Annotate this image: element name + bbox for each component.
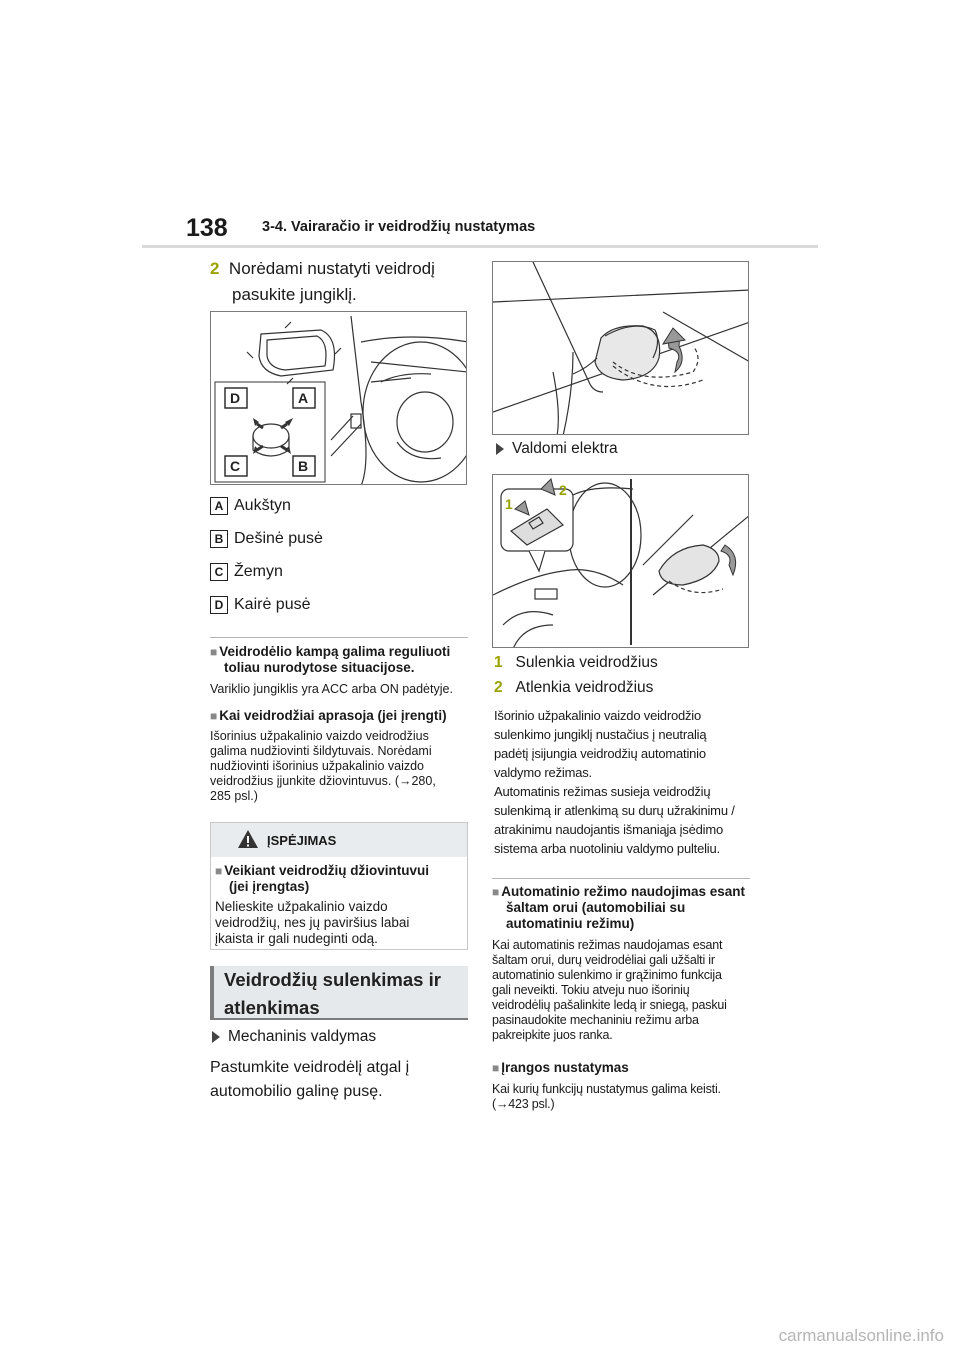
warning-title-line: (jei įrengtas) [229, 879, 310, 894]
legend-item [210, 593, 323, 617]
note-body-line: 285 psl.) [210, 789, 258, 803]
mechanical-operation-text [210, 1056, 468, 1104]
auto-mode-text [494, 706, 754, 858]
note-customization [492, 1060, 754, 1112]
body-line: sulenkimo jungiklį nustačius į neutralią [494, 727, 707, 742]
mirror-adjust-illustration [211, 312, 467, 485]
body-line: sulenkimą ir atlenkimą su durų užrakinimu / [494, 803, 735, 818]
note-body-line: šaltam orui, durų veidrodėliai gali užšalti ir [492, 953, 715, 967]
mirror-fold-manual-figure [492, 261, 749, 435]
square-bullet-icon: ■ [210, 709, 218, 723]
note-mirror-defog [210, 708, 468, 804]
warning-header [211, 823, 467, 857]
body-line: valdymo režimas. [494, 765, 592, 780]
body-line: Pastumkite veidrodėlį atgal į [210, 1059, 410, 1076]
note-title-line: toliau nurodytose situacijose. [224, 660, 415, 675]
legend-key: A [210, 497, 228, 515]
body-line: Automatinis režimas susieja veidrodžių [494, 784, 711, 799]
unfold-item [494, 679, 653, 697]
item-label: Valdomi elektra [512, 440, 618, 457]
chapter-title: 3-4. Vairaračio ir veidrodžių nustatymas [262, 219, 536, 235]
note-body-line: Išorinius užpakalinio vaizdo veidrodžius [210, 729, 429, 743]
item-text: Atlenkia veidrodžius [515, 679, 654, 696]
step-text-line: Norėdami nustatyti veidrodį [228, 259, 435, 278]
warning-body-line: įkaista ir gali nudeginti odą. [215, 931, 378, 946]
mirror-fold-switch-figure [492, 474, 749, 648]
warning-box [210, 822, 468, 950]
body-line: Išorinio užpakalinio vaizdo veidrodžio [494, 708, 702, 723]
electric-operation-label [496, 440, 618, 458]
figure-label-a: A [298, 390, 309, 406]
square-bullet-icon: ■ [215, 864, 223, 878]
legend-key: D [210, 596, 228, 614]
mirror-fold-illustration [493, 262, 749, 435]
note-body-line: automatinio sulenkimo ir grąžinimo funkcija [492, 968, 722, 982]
site-watermark: carmanualsonline.info [778, 1326, 944, 1345]
item-number: 2 [494, 679, 503, 696]
triangle-bullet-icon [212, 1031, 220, 1043]
body-line: automobilio galinę pusę. [210, 1083, 383, 1100]
legend-item [210, 494, 323, 518]
note-title-line: automatiniu režimu) [506, 916, 635, 931]
note-cold-weather [492, 884, 754, 1043]
warning-triangle-icon [237, 829, 259, 849]
mechanical-operation-label [212, 1028, 376, 1046]
note-body-line: veidrodžius įjunkite džiovintuvus. (→280, [210, 774, 436, 788]
item-text: Sulenkia veidrodžius [515, 654, 658, 671]
figure-label-1: 1 [505, 496, 513, 512]
header-divider [142, 245, 818, 248]
step-2-instruction [210, 256, 480, 308]
warning-body-line: Nelieskite užpakalinio vaizdo [215, 899, 388, 914]
figure-label-b: B [298, 458, 309, 474]
square-bullet-icon: ■ [492, 885, 500, 899]
section-heading-box [210, 966, 468, 1020]
note-title-line: Kai veidrodžiai aprasoja (jei įrengti) [219, 708, 447, 723]
figure-label-c: C [230, 458, 241, 474]
section-title-line: Veidrodžių sulenkimas ir [224, 969, 441, 990]
item-number: 1 [494, 654, 503, 671]
triangle-bullet-icon [496, 443, 504, 455]
warning-title-line: Veikiant veidrodžių džiovintuvui [224, 863, 430, 878]
note-body-line: pasinaudokite mechaniniu režimu arba [492, 1013, 699, 1027]
step-number: 2 [210, 259, 220, 278]
figure-label-2: 2 [559, 482, 567, 498]
page-number: 138 [186, 214, 228, 242]
note-body-line: pakreipkite juos ranka. [492, 1028, 613, 1042]
note-body-line: (→423 psl.) [492, 1097, 555, 1111]
body-line: sistema arba nuotoliniu valdymo pulteliu. [494, 841, 720, 856]
body-line: atrakinimu naudojantis išmaniąja įsėdimo [494, 822, 724, 837]
note-body-line: gali neveikti. Tokiu atveju nuo išorinių [492, 983, 690, 997]
note-title-line: Įrangos nustatymas [501, 1060, 629, 1075]
figure-label-d: D [230, 390, 241, 406]
square-bullet-icon: ■ [210, 645, 218, 659]
section-title-line: atlenkimas [224, 997, 320, 1018]
mirror-adjust-figure [210, 311, 467, 485]
legend-text: Dešinė pusė [234, 530, 323, 547]
legend-item [210, 560, 323, 584]
note-title-line: šaltam orui (automobiliai su [506, 900, 686, 915]
note-body-line: nudžiovinti išorinius užpakalinio vaizdo [210, 759, 425, 773]
warning-heading: ĮSPĖJIMAS [267, 832, 337, 848]
legend-item [210, 527, 323, 551]
note-body: Variklio jungiklis yra ACC arba ON padėtyje. [210, 682, 453, 696]
body-line: padėtį įsijungia veidrodžių automatinio [494, 746, 706, 761]
warning-body-line: veidrodžių, nes jų paviršius labai [215, 915, 410, 930]
step-text-line: pasukite jungiklį. [232, 285, 357, 304]
note-body-line: veidrodėlių pašalinkite ledą ir sniegą, paskui [492, 998, 727, 1012]
note-divider [492, 878, 750, 879]
fold-switch-illustration [493, 475, 749, 648]
note-divider [210, 637, 468, 638]
legend-text: Kairė pusė [234, 596, 311, 613]
item-label: Mechaninis valdymas [228, 1028, 377, 1045]
legend-text: Aukštyn [234, 497, 291, 514]
note-body-line: galima nudžiovinti šildytuvais. Norėdami [210, 744, 432, 758]
note-body-line: Kai automatinis režimas naudojamas esant [492, 938, 723, 952]
fold-item [494, 654, 658, 672]
note-adjust-conditions [210, 644, 468, 697]
square-bullet-icon: ■ [492, 1061, 500, 1075]
note-title-line: Veidrodėlio kampą galima reguliuoti [219, 644, 451, 659]
legend-text: Žemyn [234, 563, 283, 580]
note-body-line: Kai kurių funkcijų nustatymus galima keisti. [492, 1082, 721, 1096]
note-title-line: Automatinio režimo naudojimas esant [501, 884, 746, 899]
legend-key: C [210, 563, 228, 581]
direction-legend [210, 494, 323, 617]
legend-key: B [210, 530, 228, 548]
